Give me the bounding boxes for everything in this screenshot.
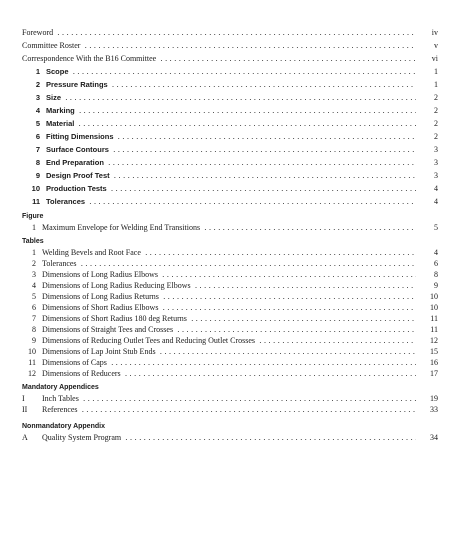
table-of-contents — [22, 26, 438, 443]
section-title: Scope — [46, 67, 69, 76]
section-title: Marking — [46, 106, 75, 115]
section-title: Design Proof Test — [46, 171, 110, 180]
section-title: Fitting Dimensions — [46, 132, 114, 141]
toc-section-8[interactable] — [22, 156, 438, 169]
section-title: Tolerances — [46, 197, 86, 206]
table-title: Dimensions of Lap Joint Stub Ends — [42, 347, 156, 356]
figure-number: 1 — [32, 223, 36, 232]
appendix-title: Quality System Program — [42, 433, 122, 442]
toc-page-number: 4 — [418, 195, 438, 208]
section-number: 2 — [35, 80, 40, 89]
toc-page-number: 3 — [418, 143, 438, 156]
section-title: Surface Contours — [46, 145, 109, 154]
section-title: Production Tests — [46, 184, 107, 193]
toc-page-number: 3 — [418, 156, 438, 169]
toc-page-number: 4 — [418, 182, 438, 195]
toc-page-number: 33 — [418, 404, 438, 415]
table-title: Welding Bevels and Root Face — [42, 248, 141, 257]
toc-page-number: 10 — [418, 291, 438, 302]
table-number: 12 — [28, 369, 36, 378]
toc-table-10[interactable] — [22, 346, 438, 357]
toc-section-1[interactable] — [22, 65, 438, 78]
section-title: Pressure Ratings — [46, 80, 108, 89]
toc-table-1[interactable] — [22, 247, 438, 258]
toc-page-number: 12 — [418, 335, 438, 346]
toc-page-number: iv — [418, 26, 438, 39]
section-number: 7 — [35, 145, 40, 154]
toc-entry-committee-roster[interactable] — [22, 39, 438, 52]
table-number: 9 — [32, 336, 36, 345]
mandatory-appendices-heading: Mandatory Appendices — [22, 384, 99, 391]
table-title: Tolerances — [42, 259, 77, 268]
toc-table-5[interactable] — [22, 291, 438, 302]
appendix-number: I — [22, 394, 25, 403]
section-number: 5 — [35, 119, 40, 128]
toc-page-number: 15 — [418, 346, 438, 357]
toc-entry-foreword[interactable] — [22, 26, 438, 39]
section-number: 4 — [35, 106, 40, 115]
section-number: 10 — [31, 184, 40, 193]
table-number: 10 — [28, 347, 36, 356]
toc-page-number: 34 — [418, 432, 438, 443]
toc-page-number: 8 — [418, 269, 438, 280]
table-number: 5 — [32, 292, 36, 301]
section-title: End Preparation — [46, 158, 104, 167]
toc-page-number: 5 — [418, 222, 438, 233]
toc-page-number: 1 — [418, 78, 438, 91]
toc-section-10[interactable] — [22, 182, 438, 195]
toc-page-number: 2 — [418, 104, 438, 117]
toc-table-12[interactable] — [22, 368, 438, 379]
toc-page-number: 2 — [418, 130, 438, 143]
toc-entry-title: Foreword — [22, 28, 54, 37]
table-title: Dimensions of Short Radius Elbows — [42, 303, 159, 312]
table-title: Dimensions of Straight Tees and Crosses — [42, 325, 174, 334]
toc-table-7[interactable] — [22, 313, 438, 324]
toc-page-number: 1 — [418, 65, 438, 78]
table-title: Dimensions of Reducers — [42, 369, 121, 378]
toc-appendix-II[interactable] — [22, 404, 438, 415]
toc-table-2[interactable] — [22, 258, 438, 269]
toc-table-6[interactable] — [22, 302, 438, 313]
toc-appendix-A[interactable] — [22, 432, 438, 443]
toc-entry-title: Committee Roster — [22, 41, 81, 50]
table-title: Dimensions of Caps — [42, 358, 107, 367]
toc-page-number: 6 — [418, 258, 438, 269]
section-title: Size — [46, 93, 62, 102]
toc-section-9[interactable] — [22, 169, 438, 182]
toc-page-number: 9 — [418, 280, 438, 291]
figure-title: Maximum Envelope for Welding End Transitions — [42, 223, 201, 232]
toc-section-6[interactable] — [22, 130, 438, 143]
toc-page-number: 2 — [418, 117, 438, 130]
section-number: 3 — [35, 93, 40, 102]
appendix-number: A — [22, 433, 28, 442]
figure-heading: Figure — [22, 213, 44, 220]
table-title: Dimensions of Long Radius Elbows — [42, 270, 158, 279]
section-number: 6 — [35, 132, 40, 141]
appendix-title: References — [42, 405, 78, 414]
table-title: Dimensions of Long Radius Reducing Elbows — [42, 281, 191, 290]
toc-page-number: 3 — [418, 169, 438, 182]
table-number: 11 — [28, 358, 36, 367]
toc-page-number: 11 — [418, 324, 438, 335]
toc-page-number: 2 — [418, 91, 438, 104]
appendix-title: Inch Tables — [42, 394, 79, 403]
tables-heading: Tables — [22, 238, 44, 245]
toc-entry-title: Correspondence With the B16 Committee — [22, 54, 157, 63]
table-number: 4 — [32, 281, 36, 290]
toc-page-number: 11 — [418, 313, 438, 324]
section-number: 1 — [35, 67, 40, 76]
table-title: Dimensions of Reducing Outlet Tees and Reducing Outlet Crosses — [42, 336, 256, 345]
toc-section-11[interactable] — [22, 195, 438, 208]
toc-section-3[interactable] — [22, 91, 438, 104]
table-number: 1 — [32, 248, 36, 257]
toc-entry-correspondence[interactable] — [22, 52, 438, 65]
table-number: 8 — [32, 325, 36, 334]
toc-section-7[interactable] — [22, 143, 438, 156]
section-number: 8 — [35, 158, 40, 167]
toc-section-5[interactable] — [22, 117, 438, 130]
section-title: Material — [46, 119, 75, 128]
toc-page-number: 19 — [418, 393, 438, 404]
toc-page-number: 17 — [418, 368, 438, 379]
toc-page-number: v — [418, 39, 438, 52]
toc-table-3[interactable] — [22, 269, 438, 280]
toc-table-8[interactable] — [22, 324, 438, 335]
table-title: Dimensions of Short Radius 180 deg Returns — [42, 314, 187, 323]
toc-page-number: 16 — [418, 357, 438, 368]
toc-page-number: 10 — [418, 302, 438, 313]
table-number: 2 — [32, 259, 36, 268]
section-number: 11 — [32, 197, 40, 206]
toc-table-4[interactable] — [22, 280, 438, 291]
toc-appendix-I[interactable] — [22, 393, 438, 404]
appendix-number: II — [22, 405, 28, 414]
toc-table-11[interactable] — [22, 357, 438, 368]
table-title: Dimensions of Long Radius Returns — [42, 292, 159, 301]
table-number: 7 — [32, 314, 36, 323]
toc-figure-1[interactable] — [22, 222, 438, 233]
table-number: 6 — [32, 303, 36, 312]
nonmandatory-appendix-heading: Nonmandatory Appendix — [22, 423, 105, 430]
toc-section-2[interactable] — [22, 78, 438, 91]
toc-page-number: 4 — [418, 247, 438, 258]
toc-page-number: vi — [418, 52, 438, 65]
toc-table-9[interactable] — [22, 335, 438, 346]
table-number: 3 — [32, 270, 36, 279]
section-number: 9 — [35, 171, 40, 180]
toc-section-4[interactable] — [22, 104, 438, 117]
